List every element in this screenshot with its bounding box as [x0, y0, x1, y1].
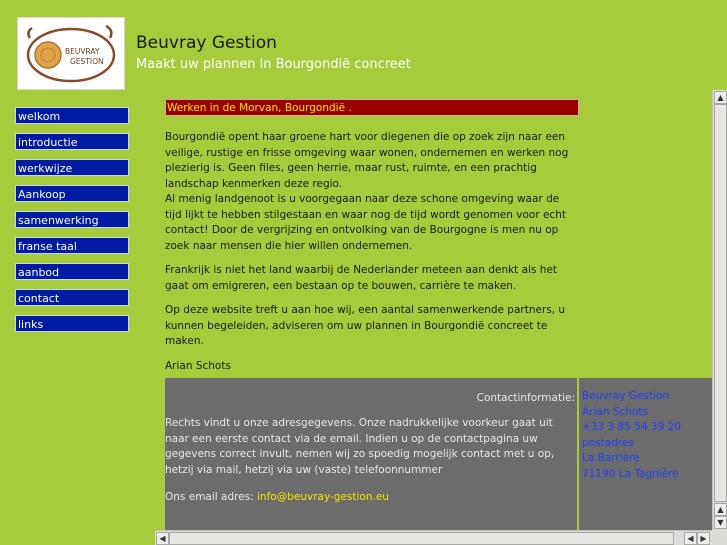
vertical-scrollbar[interactable] [712, 90, 727, 530]
site-title: Beuvray Gestion [136, 33, 277, 53]
email-label: Ons email adres: [165, 491, 258, 503]
address-postal-label: postadres [582, 436, 634, 449]
arrow-up-icon[interactable]: ▲ [714, 503, 727, 516]
nav-item-samenwerking[interactable]: samenwerking [15, 211, 129, 228]
contact-panel [165, 378, 714, 533]
website-paragraph: Op deze website treft u aan hoe wij, een aantal samenwerkende partners, u kunnen begeleiden, adviseren om uw plannen in Bourgondië concreet te maken. [165, 304, 566, 347]
scrollbar-corner [712, 530, 727, 545]
address-person: Arian Schots [582, 405, 648, 418]
nav-item-aankoop[interactable]: Aankoop [15, 185, 129, 202]
email-link[interactable]: info@beuvray-gestion.eu [257, 491, 389, 503]
headline-bar: Werken in de Morvan, Bourgondië . [165, 99, 579, 116]
nav-item-franse-taal[interactable]: franse taal [15, 237, 129, 254]
nav-item-werkwijze[interactable]: werkwijze [15, 159, 129, 176]
arrow-right-icon[interactable]: ▶ [697, 532, 710, 545]
nav-item-links[interactable]: links [15, 315, 129, 332]
horizontal-scroll-thumb[interactable] [169, 532, 674, 545]
nav-item-welkom[interactable]: welkom [15, 107, 129, 124]
address-block [582, 389, 681, 482]
nav-item-aanbod[interactable]: aanbod [15, 263, 129, 280]
france-paragraph: Frankrijk is niet het land waarbij de Nederlander meteen aan denkt als het gaat om emigreren, een bestaan op te bouwen, carrière te maken. [165, 264, 558, 292]
vertical-scroll-thumb[interactable] [714, 104, 727, 502]
nav-item-introductie[interactable]: introductie [15, 133, 129, 150]
address-company: Beuvray Gestion [582, 390, 670, 402]
logo-text-line1: BEUVRAY [65, 47, 100, 56]
address-street: La Barrière [582, 452, 640, 464]
signature: Arian Schots [165, 359, 231, 372]
main-nav [15, 107, 129, 341]
contact-text: Rechts vindt u onze adresgegevens. Onze nadrukkelijke voorkeur gaat uit naar een eerste contact via de email. Indien u op de contactpagina uw gegevens correct invult, nemen wij zo spoedig mogelijk contact met u op, hetzij via mail, hetzij via uw (vaste) telefoonnummer [165, 417, 555, 476]
address-phone: +33 3 85 54 39 20 [582, 421, 681, 433]
horizontal-scrollbar[interactable] [155, 530, 712, 545]
contact-email-line [165, 490, 389, 506]
address-city: 71190 La Tagnière [582, 467, 679, 480]
main-content [165, 99, 579, 383]
logo-text-line2: GESTION [70, 57, 104, 66]
contact-info-column [165, 378, 579, 533]
arrow-left-icon[interactable]: ◀ [156, 532, 169, 545]
logo-graphic [18, 18, 124, 89]
nav-item-contact[interactable]: contact [15, 289, 129, 306]
arrow-down-icon[interactable]: ▼ [714, 516, 727, 529]
intro-paragraph-continued: Al menig landgenoot is u voorgegaan naar deze schone omgeving waar de tijd lijkt te hebben stilgestaan en waar nog de tijd wordt genomen voor echt contact! Door de vergrijzing en ontvolking van de Bourgogne is men nu op zoek naar mensen die hier willen ondernemen. [165, 193, 566, 252]
site-logo[interactable] [17, 17, 125, 90]
arrow-left-icon[interactable]: ◀ [684, 532, 697, 545]
site-subtitle: Maakt uw plannen in Bourgondië concreet [136, 57, 411, 72]
intro-paragraph: Bourgondië opent haar groene hart voor diegenen die op zoek zijn naar een veilige, rustige en frisse omgeving waar wonen, ondernemen en werken nog plezierig is. Geen files, geen herrie, maar rust, ruimte, en een prachtig landschap kenmerken deze regio. [165, 131, 569, 190]
contact-heading: Contactinformatie: [476, 392, 575, 404]
arrow-up-icon[interactable]: ▲ [714, 91, 727, 104]
